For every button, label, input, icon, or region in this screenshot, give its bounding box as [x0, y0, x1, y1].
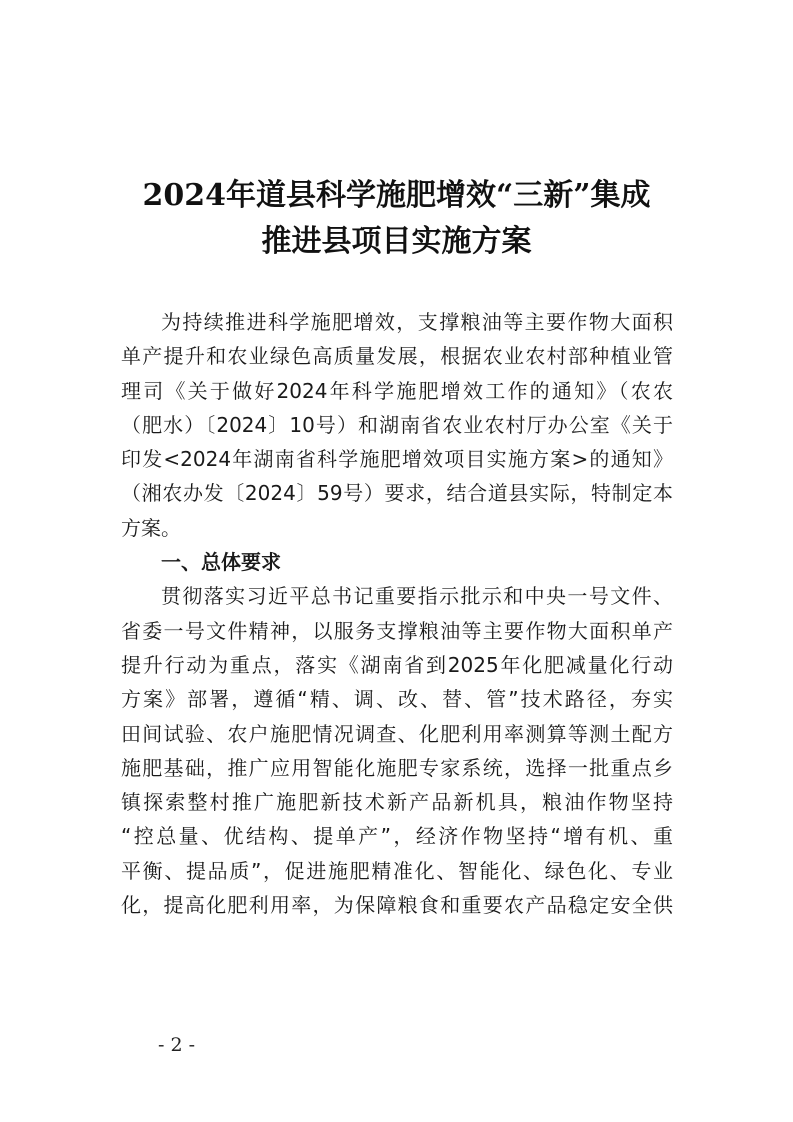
section-line: 方案》部署，遵循“精、调、改、替、管”技术路径，夯实 — [121, 687, 673, 712]
section-line: 提升行动为重点，落实《湖南省到2025年化肥减量化行动 — [121, 652, 673, 677]
document-title-line-1: 2024年道县科学施肥增效“三新”集成 — [142, 178, 651, 213]
section-line: 施肥基础，推广应用智能化施肥专家系统，选择一批重点乡 — [121, 755, 673, 780]
page-number: - 2 - — [158, 1034, 196, 1056]
intro-line: 理司《关于做好2024年科学施肥增效工作的通知》（农农 — [121, 378, 673, 403]
intro-line: 印发<2024年湖南省科学施肥增效项目实施方案>的通知》 — [121, 447, 673, 472]
section-line: 镇探索整村推广施肥新技术新产品新机具，粮油作物坚持 — [121, 790, 673, 815]
document-title-line-2: 推进县项目实施方案 — [261, 224, 532, 259]
section-line: 贯彻落实习近平总书记重要指示批示和中央一号文件、 — [161, 584, 673, 609]
section-heading: 一、总体要求 — [161, 550, 281, 575]
section-line: 省委一号文件精神，以服务支撑粮油等主要作物大面积单产 — [121, 618, 673, 643]
intro-line: 单产提升和农业绿色高质量发展，根据农业农村部种植业管 — [121, 344, 673, 369]
section-line: 平衡、提品质”，促进施肥精准化、智能化、绿色化、专业 — [121, 858, 673, 883]
intro-line: （肥水）〔2024〕10号）和湖南省农业农村厅办公室《关于 — [121, 412, 673, 437]
document-body — [121, 305, 673, 922]
intro-line: 为持续推进科学施肥增效，支撑粮油等主要作物大面积 — [161, 310, 673, 334]
section-line: “控总量、优结构、提单产”，经济作物坚持“增有机、重 — [121, 824, 673, 849]
intro-line: 方案。 — [121, 515, 181, 540]
section-line: 田间试验、农户施肥情况调查、化肥利用率测算等测土配方 — [121, 721, 673, 746]
intro-line: （湘农办发〔2024〕59号）要求，结合道县实际，特制定本 — [121, 481, 673, 506]
section-line: 化，提高化肥利用率，为保障粮食和重要农产品稳定安全供 — [121, 893, 673, 918]
